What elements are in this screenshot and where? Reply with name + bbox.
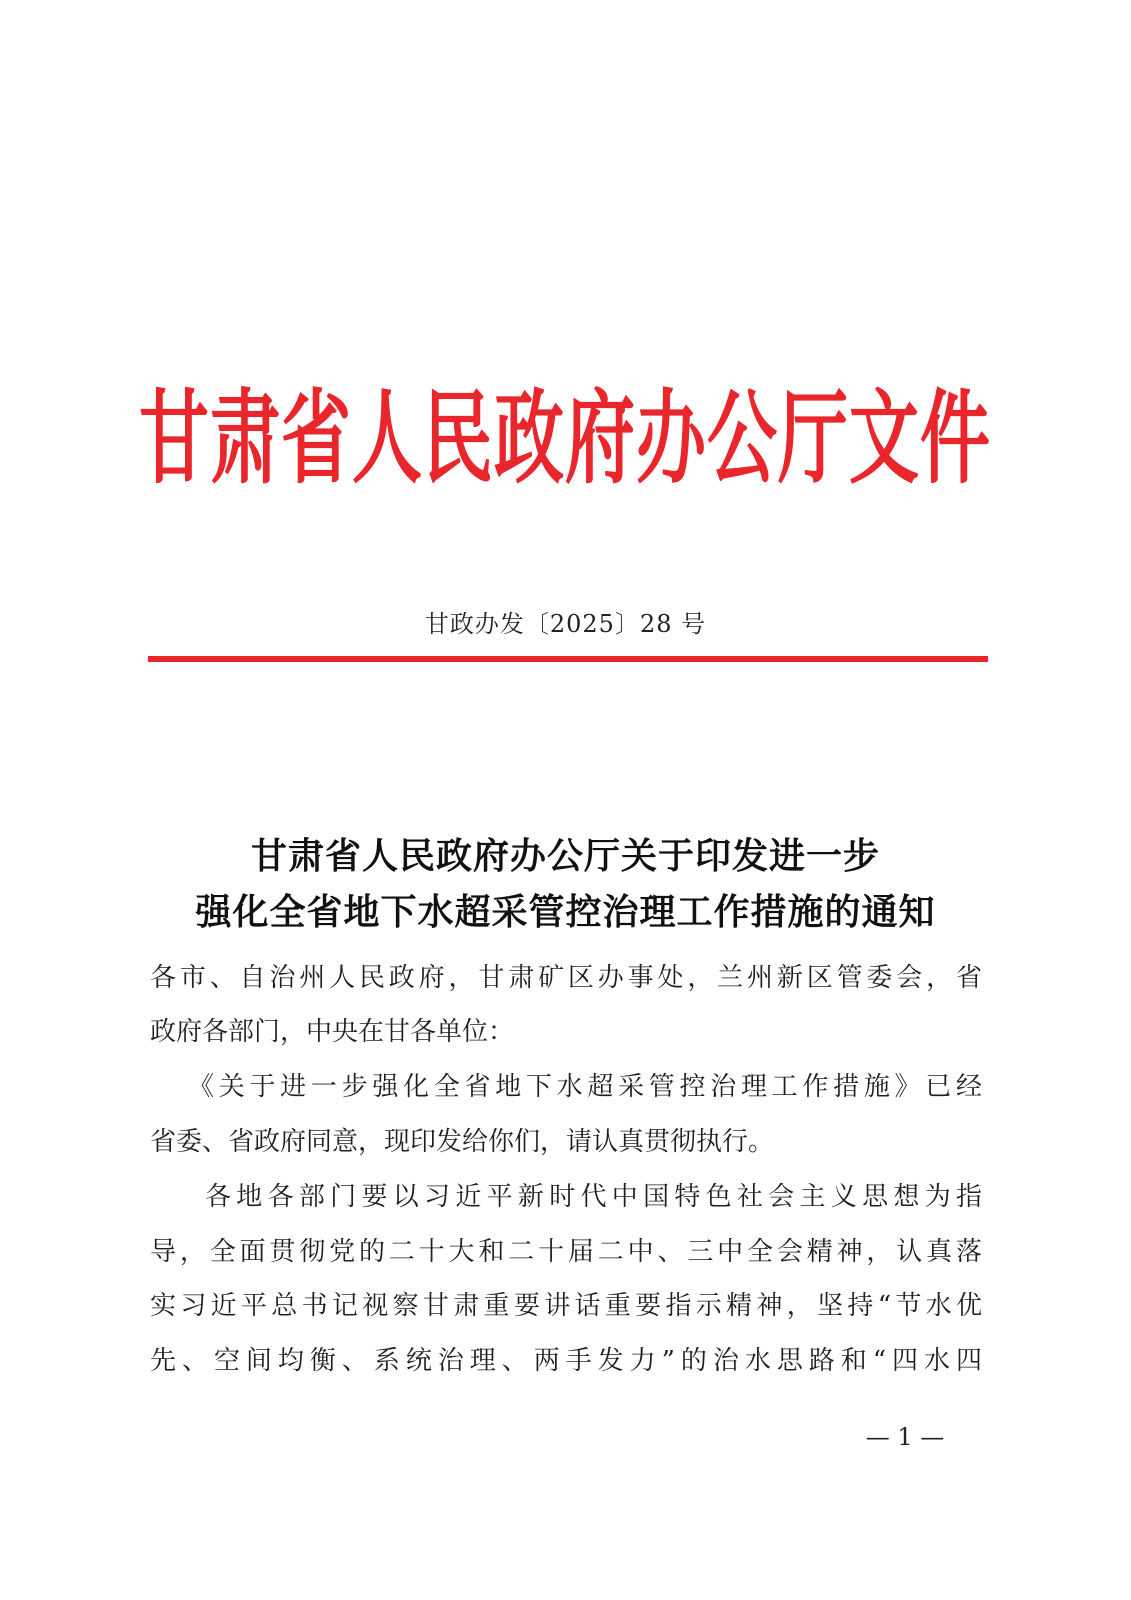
- page-number: — 1 —: [865, 1423, 945, 1451]
- body-line: 先、空间均衡、系统治理、两手发力”的治水思路和“四水四: [150, 1346, 982, 1376]
- body-line: 各市、自治州人民政府，甘肃矿区办事处，兰州新区管委会，省: [150, 963, 982, 993]
- red-divider-line: [148, 656, 988, 662]
- body-line: 实习近平总书记视察甘肃重要讲话重要指示精神，坚持“节水优: [150, 1291, 982, 1321]
- document-number: 甘政办发〔2025〕28 号: [424, 610, 707, 638]
- body-line: 省委、省政府同意，现印发给你们，请认真贯彻执行。: [150, 1127, 775, 1157]
- body-line: 政府各部门，中央在甘各单位：: [150, 1017, 515, 1047]
- document-title-line-1: 甘肃省人民政府办公厅关于印发进一步: [250, 836, 880, 877]
- body-line: 各地各部门要以习近平新时代中国特色社会主义思想为指: [205, 1182, 982, 1212]
- document-title-line-2: 强化全省地下水超采管控治理工作措施的通知: [195, 892, 936, 933]
- body-line: 导，全面贯彻党的二十大和二十届二中、三中全会精神，认真落: [150, 1237, 982, 1267]
- body-line: 《关于进一步强化全省地下水超采管控治理工作措施》已经: [188, 1072, 982, 1102]
- red-masthead: 甘肃省人民政府办公厅文件: [139, 377, 991, 498]
